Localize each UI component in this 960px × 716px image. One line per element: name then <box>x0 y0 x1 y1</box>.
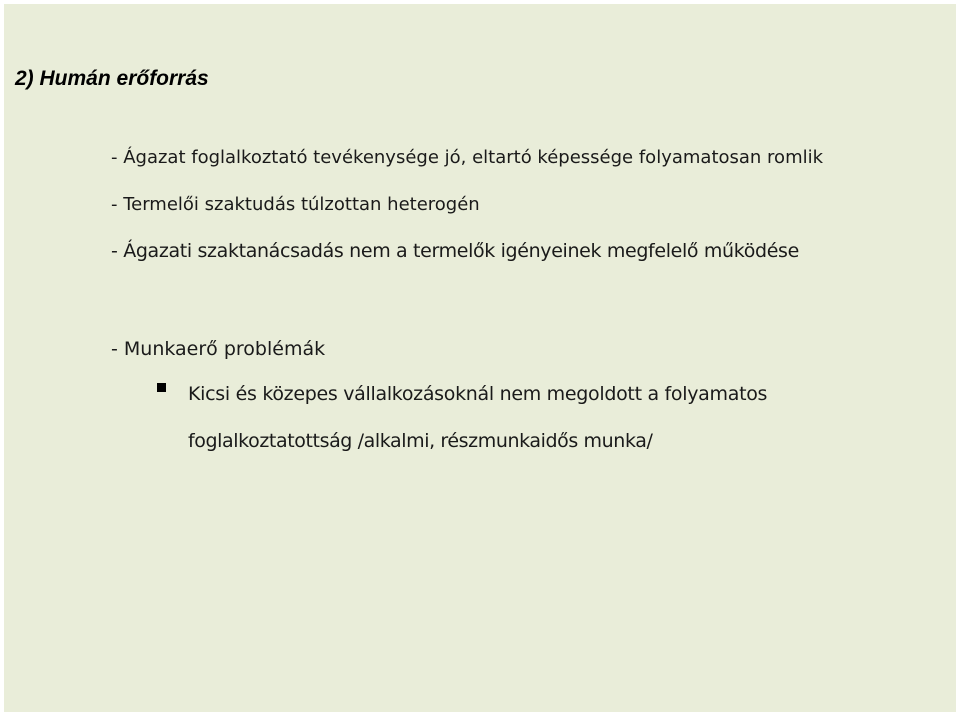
list-item: - Termelői szaktudás túlzottan heterogén <box>111 194 480 215</box>
slide-content <box>4 4 956 712</box>
sub-list-item-line-1: Kicsi és közepes vállalkozásoknál nem megoldott a folyamatos <box>188 383 768 405</box>
slide-title: 2) Humán erőforrás <box>15 67 209 90</box>
square-bullet-icon <box>157 383 166 392</box>
list-item: - Ágazati szaktanácsadás nem a termelők igényeinek megfelelő működése <box>111 240 799 262</box>
sub-list-item-line-2: foglalkoztatottság /alkalmi, részmunkaidős munka/ <box>188 430 653 452</box>
list-item: - Ágazat foglalkoztató tevékenysége jó, eltartó képessége folyamatosan romlik <box>111 147 824 168</box>
list-item: - Munkaerő problémák <box>111 338 326 360</box>
